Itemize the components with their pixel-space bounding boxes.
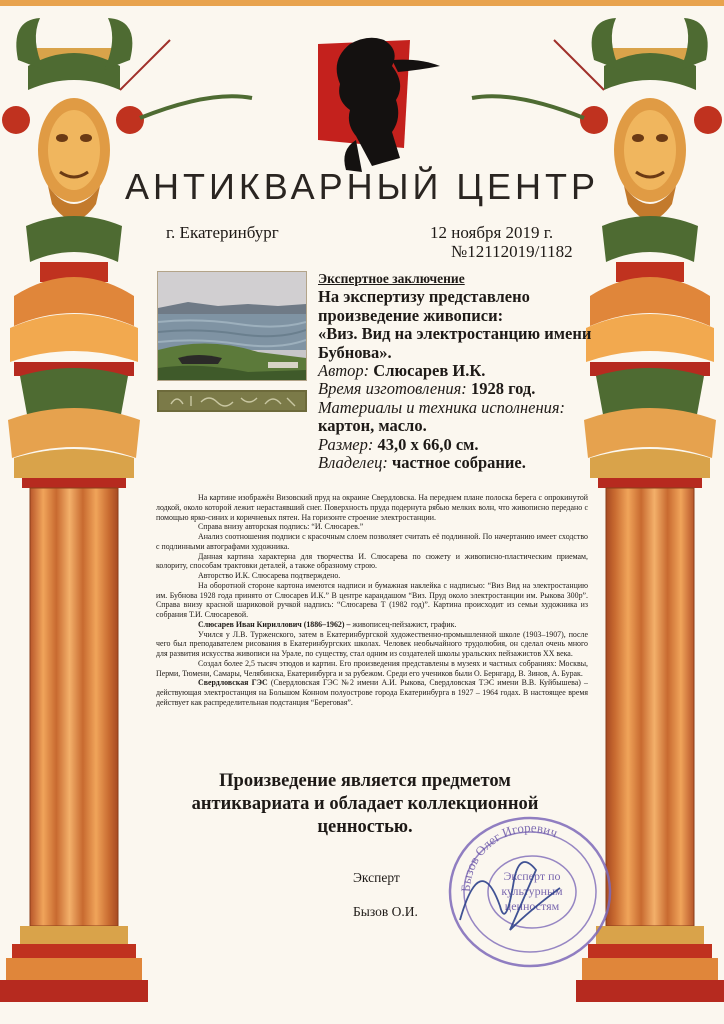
expert-name: Бызов О.И.: [353, 904, 418, 919]
expert-conclusion: [318, 270, 608, 472]
paragraph: Авторство И.К. Слюсарева подтверждено.: [198, 571, 341, 580]
year-label: Время изготовления:: [318, 379, 467, 399]
year-value: 1928 год.: [470, 379, 536, 399]
painting-image: [157, 271, 307, 381]
stamp-text-line: культурным: [501, 884, 563, 898]
author-value: Слюсарев И.К.: [373, 361, 486, 381]
materials-label: Материалы и техника исполнения:: [318, 397, 566, 417]
artist-role: живописец-пейзажист, график.: [350, 619, 457, 629]
paragraph: Справа внизу авторская подпись: “И. Слюсарев.”: [198, 522, 364, 532]
signature-detail-image: [157, 390, 307, 412]
paragraph: Данная картина характерна для творчества И. Слюсарева по сюжету и живописно-пластическим приемам, колориту, способам трактовки деталей, а также образному строю.: [156, 551, 588, 571]
conclusion-intro: На экспертизу представлено произведение живописи:: [318, 287, 530, 325]
expert-stamp: [440, 810, 618, 974]
author-label: Автор:: [318, 361, 370, 381]
stamp-ring-text: Бызов Олег Игоревич: [457, 819, 560, 893]
owner-label: Владелец:: [318, 453, 388, 473]
verdict-line: ценностью.: [317, 817, 413, 837]
verdict-line: Произведение является предметом: [219, 771, 511, 791]
size-value: 43,0 х 66,0 см.: [377, 434, 479, 454]
city-text: г. Екатеринбург: [166, 223, 279, 242]
station-name: Свердловская ГЭС: [198, 678, 268, 688]
conclusion-heading: Экспертное заключение: [318, 271, 465, 286]
paragraph: Учился у Л.В. Турженского, затем в Екатеринбургской художественно-промышленной школе (1903–1907), после чего был преподавателем рисования в Екатеринбургских школах. Человек необычайного трудолюбия, он сделал очень много для развития искусства живописи на Урале, по существу, стал одним из создателей школы уральских пейзажистов XX века.: [156, 629, 588, 658]
owner-value: частное собрание.: [391, 453, 526, 473]
paragraph: На оборотной стороне картона имеются надписи и бумажная наклейка с надписью: “Виз Вид на электростанцию им. Бубнова 1928 года принято от Слюсарев И.К.” В центре карандашом “Виз. Пруд около электростанции им. Рыкова 300р”. Справа внизу красной шариковой ручкой надпись: “Слюсарева Т (1982 год)”. Картина происходит из семьи художника из собрания Т.И. Слюсаревой.: [156, 580, 588, 619]
stamp-text-line: ценностям: [504, 899, 560, 913]
station-description: (Свердловская ГЭС №2 имени А.И. Рыкова, Свердловская ТЭС имени В.В. Куйбышева) – действующая электростанция на Большом Конном полуострове города Екатеринбурга в 1927 – 1964 годах. В настоящее время действует как распределительная подстанция “Береговая”.: [156, 678, 588, 707]
artist-name: Слюсарев Иван Кириллович (1886–1962) –: [198, 619, 351, 629]
date-text: 12 ноября 2019 г.: [430, 223, 554, 242]
verdict-line: антиквариата и обладает коллекционной: [191, 794, 539, 814]
paragraph-artist-bio: [156, 620, 588, 630]
expert-label: Эксперт: [353, 870, 400, 885]
materials-value: картон, масло.: [318, 416, 427, 436]
page-title: АНТИКВАРНЫЙ ЦЕНТР: [124, 166, 600, 207]
logo-emblem: [318, 38, 440, 172]
paragraph: Создал более 2,5 тысяч этюдов и картин. Его произведения представлены в музеях и частных собраниях: Москвы, Перми, Тюмени, Самары, Челябинска, Екатеринбурга и за рубежом. Среди его учеников были О. Бернгард, В. Зинов, А. Бурак.: [156, 658, 588, 678]
size-label: Размер:: [318, 434, 374, 454]
document-number: №12112019/1182: [451, 242, 573, 261]
paragraph: На картине изображён Визовский пруд на окраине Свердловска. На переднем плане полоска берега с опрокинутой лодкой, около которой лежит нерастаявший снег. Поверхность пруда подернута рябью мелких волн, что живописно передано с помощью ярко-синих и коричневых пятен. На горизонте строение электростанции.: [156, 493, 588, 522]
paragraph-station: [156, 678, 588, 707]
stamp-text-line: Эксперт по: [503, 869, 561, 883]
description-text: [156, 493, 588, 708]
paragraph: Анализ соотношения подписи с красочным слоем позволяет считать её подлинной. По начертанию имеет сходство с подлинными автографами художника.: [156, 532, 588, 551]
work-title: «Виз. Вид на электростанцию имени Бубнова».: [318, 324, 592, 362]
